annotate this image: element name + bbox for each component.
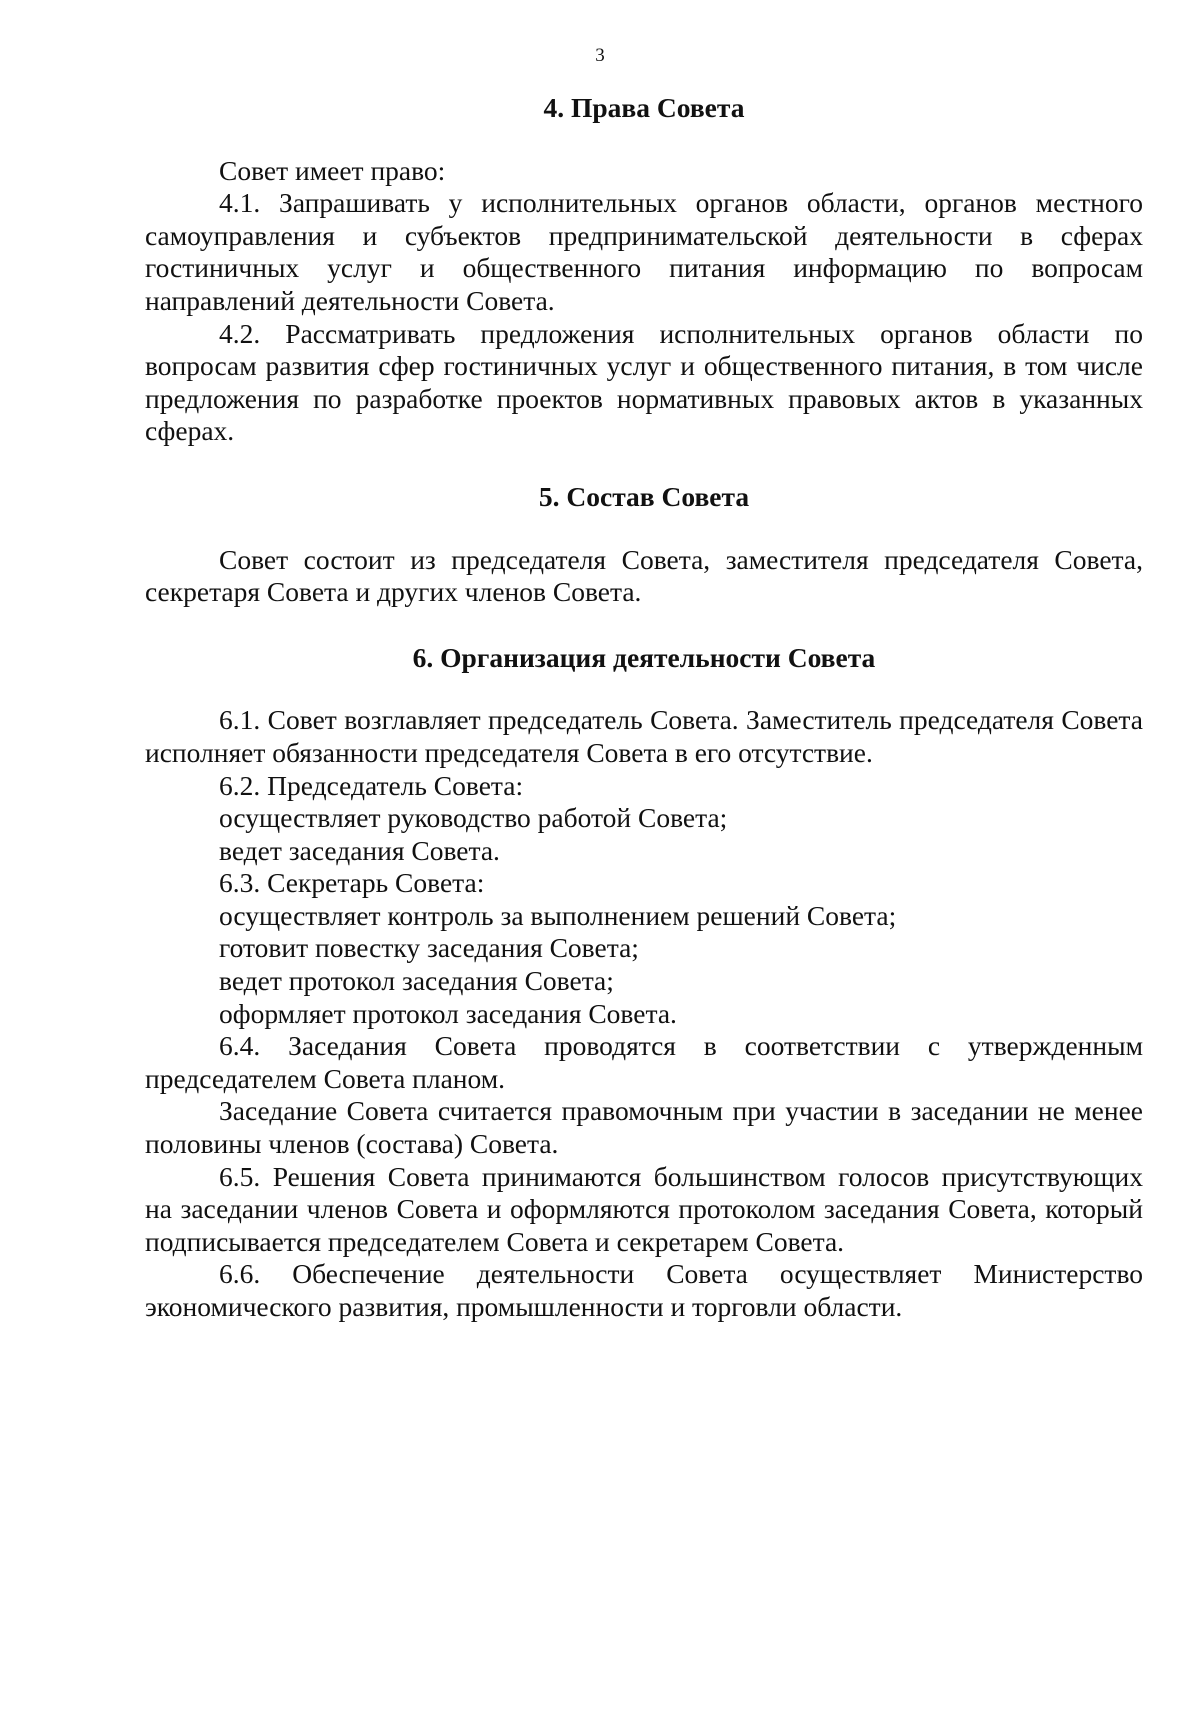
section-4-intro: Совет имеет право: bbox=[219, 154, 446, 186]
clause-6-3-item: готовит повестку заседания Совета; bbox=[219, 932, 639, 964]
clause-6-2-item: ведет заседания Совета. bbox=[219, 834, 500, 866]
clause-6-1: 6.1. Совет возглавляет председатель Совета. Заместитель председателя Совета исполняет обязанности председателя Совета в его отсутствие. bbox=[145, 704, 1143, 768]
clause-6-5: 6.5. Решения Совета принимаются большинством голосов присутствующих на заседании членов Совета и оформляются протоколом заседания Совета, который подписывается председателем Совета и секретарем Совета. bbox=[145, 1160, 1143, 1257]
clause-6-2: 6.2. Председатель Совета: bbox=[219, 769, 524, 801]
document-body bbox=[145, 90, 1143, 1324]
section-6-heading: 6. Организация деятельности Совета bbox=[412, 641, 876, 673]
clause-6-3-item: оформляет протокол заседания Совета. bbox=[219, 997, 677, 1029]
clause-6-3-item: осуществляет контроль за выполнением решений Совета; bbox=[219, 899, 897, 931]
section-4-heading: 4. Права Совета bbox=[543, 92, 745, 123]
clause-4-1: 4.1. Запрашивать у исполнительных органов области, органов местного самоуправления и субъектов предпринимательской деятельности в сферах гостиничных услуг и общественного питания информацию по вопросам направлений деятельности Совета. bbox=[145, 187, 1143, 316]
clause-6-4: 6.4. Заседания Совета проводятся в соответствии с утвержденным председателем Совета планом. bbox=[145, 1030, 1143, 1094]
clause-6-6: 6.6. Обеспечение деятельности Совета осуществляет Министерство экономического развития, промышленности и торговли области. bbox=[145, 1258, 1143, 1322]
clause-6-4-quorum: Заседание Совета считается правомочным при участии в заседании не менее половины членов (состава) Совета. bbox=[145, 1095, 1143, 1160]
clause-6-2-item: осуществляет руководство работой Совета; bbox=[219, 802, 728, 834]
clause-4-2: 4.2. Рассматривать предложения исполнительных органов области по вопросам развития сфер гостиничных услуг и общественного питания, в том числе предложения по разработке проектов нормативных правовых актов в указанных сферах. bbox=[145, 317, 1143, 447]
page-number: 3 bbox=[595, 45, 605, 66]
section-5-heading: 5. Состав Совета bbox=[538, 480, 750, 512]
section-5-paragraph: Совет состоит из председателя Совета, заместителя председателя Совета, секретаря Совета и других членов Совета. bbox=[145, 543, 1143, 608]
clause-6-3-item: ведет протокол заседания Совета; bbox=[219, 965, 614, 997]
clause-6-3: 6.3. Секретарь Совета: bbox=[219, 867, 485, 899]
